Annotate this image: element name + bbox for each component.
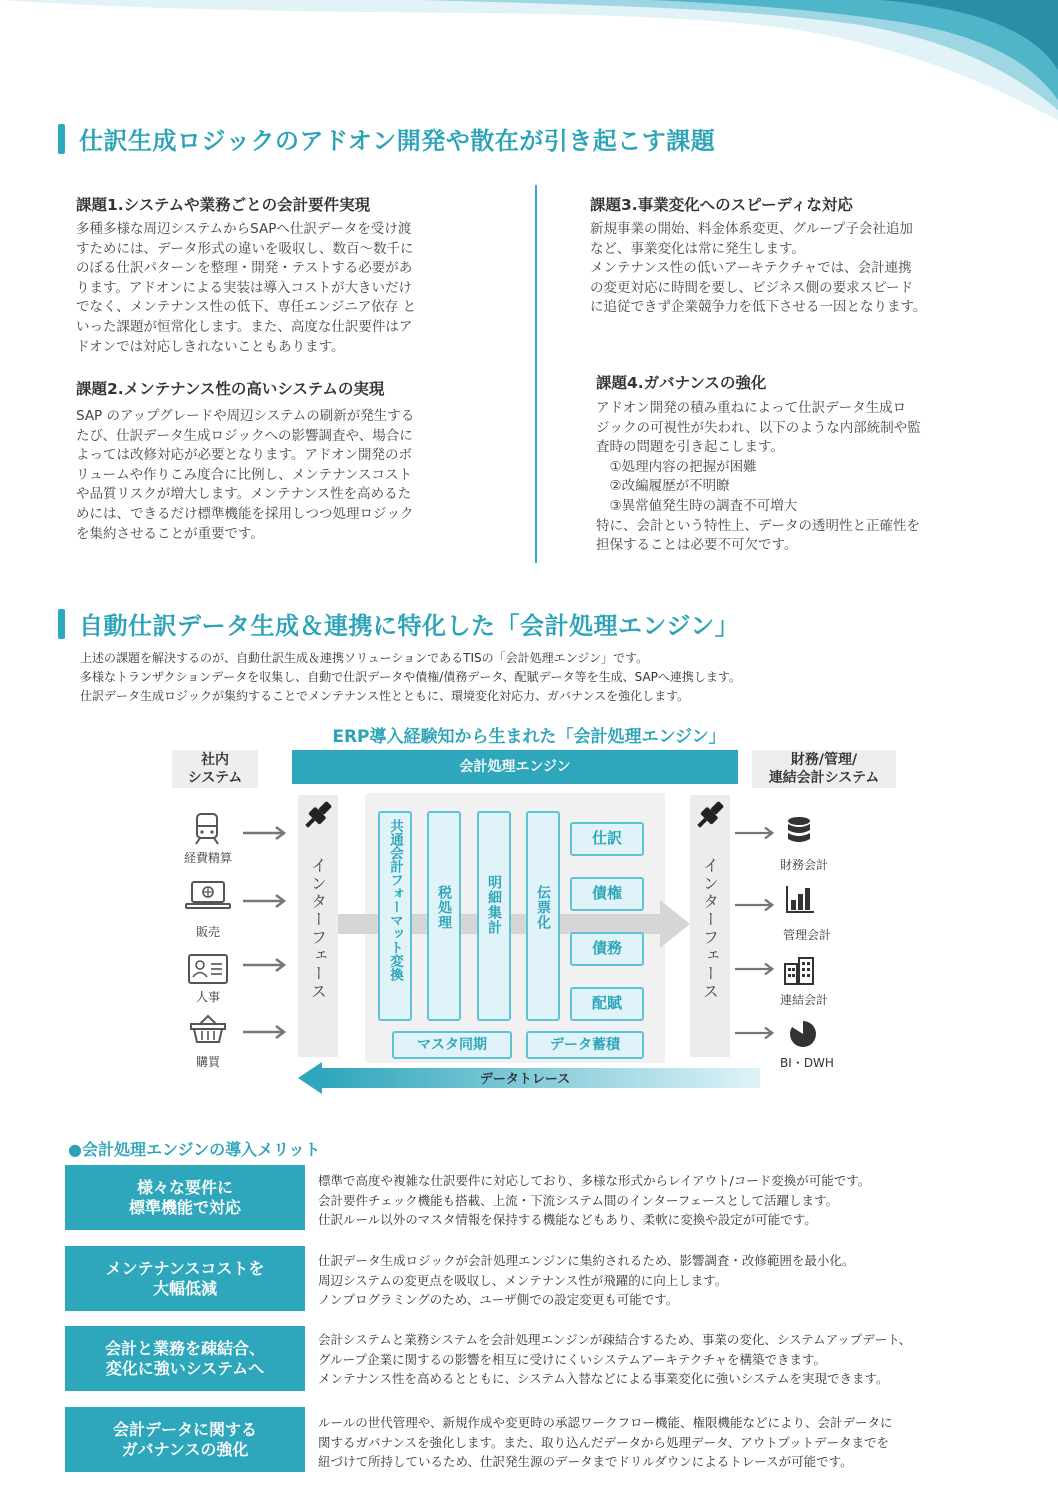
- buildings-icon: [783, 956, 817, 986]
- issue2-body: SAP のアップグレードや周辺システムの刷新が発生する たび、仕訳データ生成ロジックへの影響調査や、場合に よっては改修対応が必要となります。アドオン開発のボ リュームや作りこみ度合に比例し、メンテナンスコスト や品質リスクが増大します。メンテナンス性を高めるた めには、できるだけ標準機能を採用しつつ処理ロジック を集約させることが重要です。: [76, 408, 415, 542]
- arrow-right-icon: [243, 958, 287, 972]
- arrow-right-icon: [243, 894, 287, 908]
- merit-label-3: 会計と業務を疎結合、 変化に強いシステムへ: [65, 1326, 305, 1391]
- diagram-title: ERP導入経験知から生まれた「会計処理エンジン」: [332, 727, 726, 747]
- process-column-format: 共通会計フォーマット変換: [378, 811, 412, 1021]
- heading-accent-bar: [58, 609, 65, 639]
- output-box-payable: 債務: [570, 932, 644, 966]
- right-header: 財務/管理/ 連結会計システム: [752, 750, 896, 788]
- arrow-right-icon: [735, 962, 775, 976]
- left-system-label-hr: 人事: [195, 990, 220, 1004]
- process-column-aggregate: 明細集計: [477, 811, 511, 1021]
- issue4-title: 課題4.ガバナンスの強化: [596, 374, 767, 392]
- pie-chart-icon: [788, 1019, 818, 1049]
- arrow-right-icon: [735, 826, 775, 840]
- header-wave: [0, 0, 1058, 120]
- section2-title: 自動仕訳データ生成＆連携に特化した「会計処理エンジン」: [79, 612, 740, 640]
- train-icon: [192, 812, 222, 846]
- issues-divider: [535, 185, 537, 563]
- data-store-box: データ蓄積: [526, 1031, 644, 1059]
- merit-label-2: メンテナンスコストを 大幅低減: [65, 1246, 305, 1311]
- issue1-body: 多種多様な周辺システムからSAPへ仕訳データを受け渡 すためには、データ形式の違いを吸収し、数百〜数千に のぼる仕訳パターンを整理・開発・テストする必要があ ります。アドオンによる実装は導入コストが大きいだけ でなく、メンテナンス性の低下、専任エンジニア依存 と いった課題が恒常化します。また、高度な仕訳要件はア ドオンでは対応しきれないこともあります。: [76, 221, 417, 355]
- section2-heading: [58, 606, 739, 641]
- right-system-label-bi: BI・DWH: [780, 1056, 834, 1070]
- right-interface: [690, 795, 730, 1057]
- master-sync-box: マスタ同期: [392, 1031, 512, 1059]
- left-system-label-sales: 販売: [195, 925, 220, 939]
- plug-icon: [300, 797, 336, 833]
- right-system-label-management: 管理会計: [782, 928, 831, 942]
- issue2-title: 課題2.メンテナンス性の高いシステムの実現: [76, 380, 385, 398]
- issue3-body: 新規事業の開始、料金体系変更、グループ子会社追加 など、事業変化は常に発生します。 メンテナンス性の低いアーキテクチャでは、会計連携 の変更対応に時間を要し、ビジネス側の要求スピード に追従できず企業競争力を低下させる一因となります。: [590, 221, 927, 316]
- heading-accent-bar: [58, 124, 65, 154]
- right-system-label-consolidated: 連結会計: [779, 993, 828, 1007]
- issue1-title: 課題1.システムや業務ごとの会計要件実現: [76, 196, 371, 214]
- laptop-icon: [185, 880, 231, 910]
- arrow-right-icon: [243, 826, 287, 840]
- section2-intro: 上述の課題を解決するのが、自動仕訳生成＆連携ソリューションであるTISの「会計処理エンジン」です。 多様なトランザクションデータを収集し、自動で仕訳データや債権/債務データ、配賦データ等を生成、SAPへ連携します。 仕訳データ生成ロジックが集約することでメンテナンス性とともに、環境変化対応力、ガバナンスを強化します。: [80, 651, 741, 703]
- left-header: 社内 システム: [172, 750, 258, 788]
- merit-label-1: 様々な要件に 標準機能で対応: [65, 1165, 305, 1230]
- plug-icon: [692, 797, 728, 833]
- left-interface: [298, 795, 338, 1057]
- right-interface-label: インターフェース: [700, 857, 720, 1001]
- output-box-allocation: 配賦: [570, 987, 644, 1021]
- basket-icon: [190, 1014, 226, 1044]
- process-column-voucher: 伝票化: [526, 811, 560, 1021]
- merit-label-4: 会計データに関する ガバナンスの強化: [65, 1407, 305, 1472]
- arrow-right-icon: [735, 1026, 775, 1040]
- arrow-right-icon: [735, 898, 775, 912]
- issue4-body: アドオン開発の積み重ねによって仕訳データ生成ロ ジックの可視性が失われ、以下のような内部統制や監 査時の問題を引き起こします。 ①処理内容の把握が困難 ②改編履歴が不明瞭 ③異常値発生時の調査不可増大 特に、会計という特性上、データの透明性と正確性を 担保することは必要不可欠です。: [596, 400, 921, 554]
- section1-title: 仕訳生成ロジックのアドオン開発や散在が引き起こす課題: [79, 127, 716, 155]
- engine-header: 会計処理エンジン: [292, 750, 738, 784]
- right-system-label-financial: 財務会計: [779, 858, 828, 872]
- output-box-journal: 仕訳: [570, 822, 644, 856]
- process-column-tax: 税処理: [427, 811, 461, 1021]
- merit-text-3: 会計システムと業務システムを会計処理エンジンが疎結合するため、事業の変化、システムアップデート、 グループ企業に関するの影響を相互に受けにくいシステムアーキテクチャを構築できます。 メンテナンス性を高めるとともに、システム入替などによる事業変化に強いシステムを実現できます。: [318, 1332, 912, 1386]
- merits-heading: ●会計処理エンジンの導入メリット: [68, 1140, 321, 1159]
- output-box-receivable: 債権: [570, 877, 644, 911]
- id-card-icon: [188, 954, 228, 984]
- left-interface-label: インターフェース: [308, 857, 328, 1001]
- merit-text-4: ルールの世代管理や、新規作成や変更時の承認ワークフロー機能、権限機能などにより、会計データに 関するガバナンスを強化します。また、取り込んだデータから処理データ、アウトプットデータまでを 紐づけて所持しているため、仕訳発生源のデータまでドリルダウンによるトレースが可能です。: [318, 1415, 893, 1469]
- database-icon: [786, 816, 812, 848]
- issue3-title: 課題3.事業変化へのスピーディな対応: [590, 196, 853, 214]
- bar-chart-icon: [785, 884, 815, 914]
- merit-text-1: 標準で高度や複雑な仕訳要件に対応しており、多様な形式からレイアウト/コード変換が可能です。 会計要件チェック機能も搭載、上流・下流システム間のインターフェースとして活躍します。 仕訳ルール以外のマスタ情報を保持する機能などもあり、柔軟に変換や設定が可能です。: [318, 1173, 871, 1227]
- section1-heading: [58, 121, 715, 156]
- left-system-label-expense: 経費精算: [183, 851, 232, 865]
- arrow-right-icon: [243, 1025, 287, 1039]
- merit-text-2: 仕訳データ生成ロジックが会計処理エンジンに集約されるため、影響調査・改修範囲を最小化。 周辺システムの変更点を吸収し、メンテナンス性が飛躍的に向上します。 ノンプログラミングのため、ユーザ側での設定変更も可能です。: [318, 1253, 855, 1307]
- left-system-label-purchase: 購買: [195, 1055, 220, 1069]
- data-trace-label: データトレース: [479, 1072, 571, 1087]
